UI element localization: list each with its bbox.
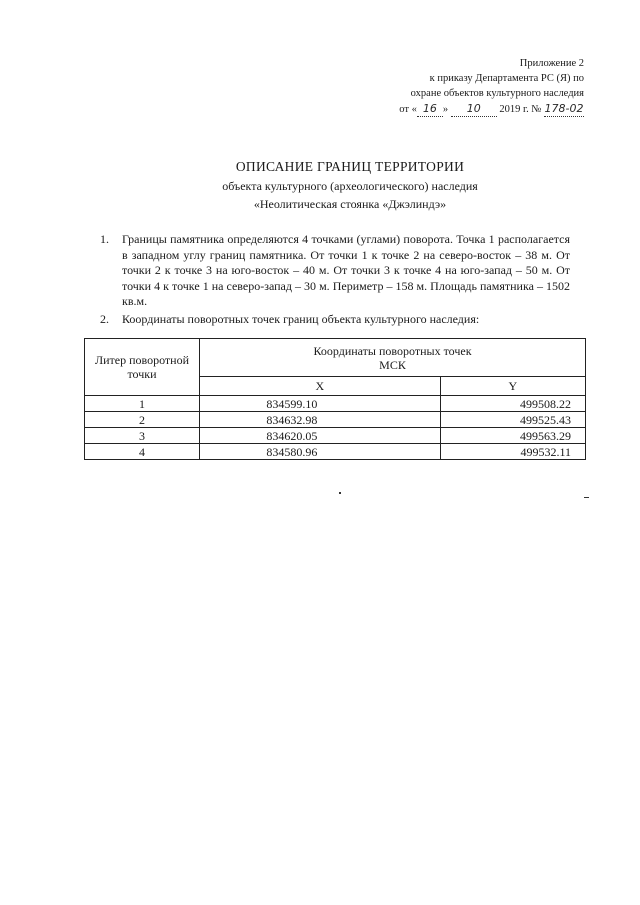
document-title bbox=[100, 157, 600, 213]
list-item-text: Координаты поворотных точек границ объекта культурного наследия: bbox=[122, 311, 480, 326]
cell-x: 834632.98 bbox=[200, 412, 441, 428]
table-row bbox=[85, 396, 586, 412]
appendix-date-line bbox=[384, 101, 584, 117]
appendix-order-reference: к приказу Департамента РС (Я) по bbox=[429, 73, 584, 84]
cell-x: 834620.05 bbox=[200, 428, 441, 444]
cell-point: 3 bbox=[85, 428, 200, 444]
handwritten-month: 10 bbox=[451, 101, 497, 117]
header-coordinates-title: Координаты поворотных точек bbox=[313, 343, 472, 358]
date-year: 2019 г. № bbox=[499, 104, 542, 115]
scan-speck bbox=[339, 492, 341, 494]
list-item-number: 2. bbox=[100, 311, 109, 326]
list-item-number: 1. bbox=[100, 232, 109, 246]
title-subheading-object: объекта культурного (археологического) наследия bbox=[222, 179, 478, 193]
table-row bbox=[85, 412, 586, 428]
header-coordinates-system: МСК bbox=[379, 357, 406, 372]
list-item bbox=[100, 232, 570, 310]
cell-point: 4 bbox=[85, 444, 200, 460]
appendix-label: Приложение 2 bbox=[519, 58, 584, 69]
cell-x: 834599.10 bbox=[200, 396, 441, 412]
cell-x: 834580.96 bbox=[200, 444, 441, 460]
description-list bbox=[100, 232, 570, 327]
date-prefix: от « bbox=[399, 104, 417, 115]
appendix-header bbox=[384, 56, 584, 117]
table-row bbox=[85, 428, 586, 444]
appendix-department: охране объектов культурного наследия bbox=[410, 88, 584, 99]
scan-speck bbox=[584, 497, 589, 498]
handwritten-order-number: 178-02 bbox=[544, 102, 584, 115]
header-coordinates bbox=[200, 339, 586, 377]
cell-y: 499508.22 bbox=[440, 396, 585, 412]
cell-point: 1 bbox=[85, 396, 200, 412]
header-y: Y bbox=[440, 377, 585, 396]
cell-point: 2 bbox=[85, 412, 200, 428]
header-x: X bbox=[200, 377, 441, 396]
title-subheading-name: «Неолитическая стоянка «Джэлиндэ» bbox=[253, 197, 447, 211]
handwritten-day: 16 bbox=[417, 101, 443, 117]
cell-y: 499525.43 bbox=[440, 412, 585, 428]
list-item bbox=[100, 312, 570, 328]
cell-y: 499532.11 bbox=[440, 444, 585, 460]
table-row bbox=[85, 444, 586, 460]
list-item-text: Границы памятника определяются 4 точками (углами) поворота. Точка 1 располагается в западном углу границ памятника. От точки 1 к точке 2 на северо-восток – 38 м. От точки 2 к точке 3 на юго-восток – 40 м. От точки 3 к точке 4 на юго-запад – 50 м. От точки 4 к точке 1 на северо-запад – 30 м. Периметр – 158 м. Площадь памятника – 1502 кв.м. bbox=[122, 232, 570, 308]
date-mid: » bbox=[442, 104, 449, 115]
header-point-litera: Литер поворотной точки bbox=[85, 339, 200, 396]
cell-y: 499563.29 bbox=[440, 428, 585, 444]
title-heading: ОПИСАНИЕ ГРАНИЦ ТЕРРИТОРИИ bbox=[235, 159, 465, 174]
coordinates-table bbox=[84, 338, 586, 460]
